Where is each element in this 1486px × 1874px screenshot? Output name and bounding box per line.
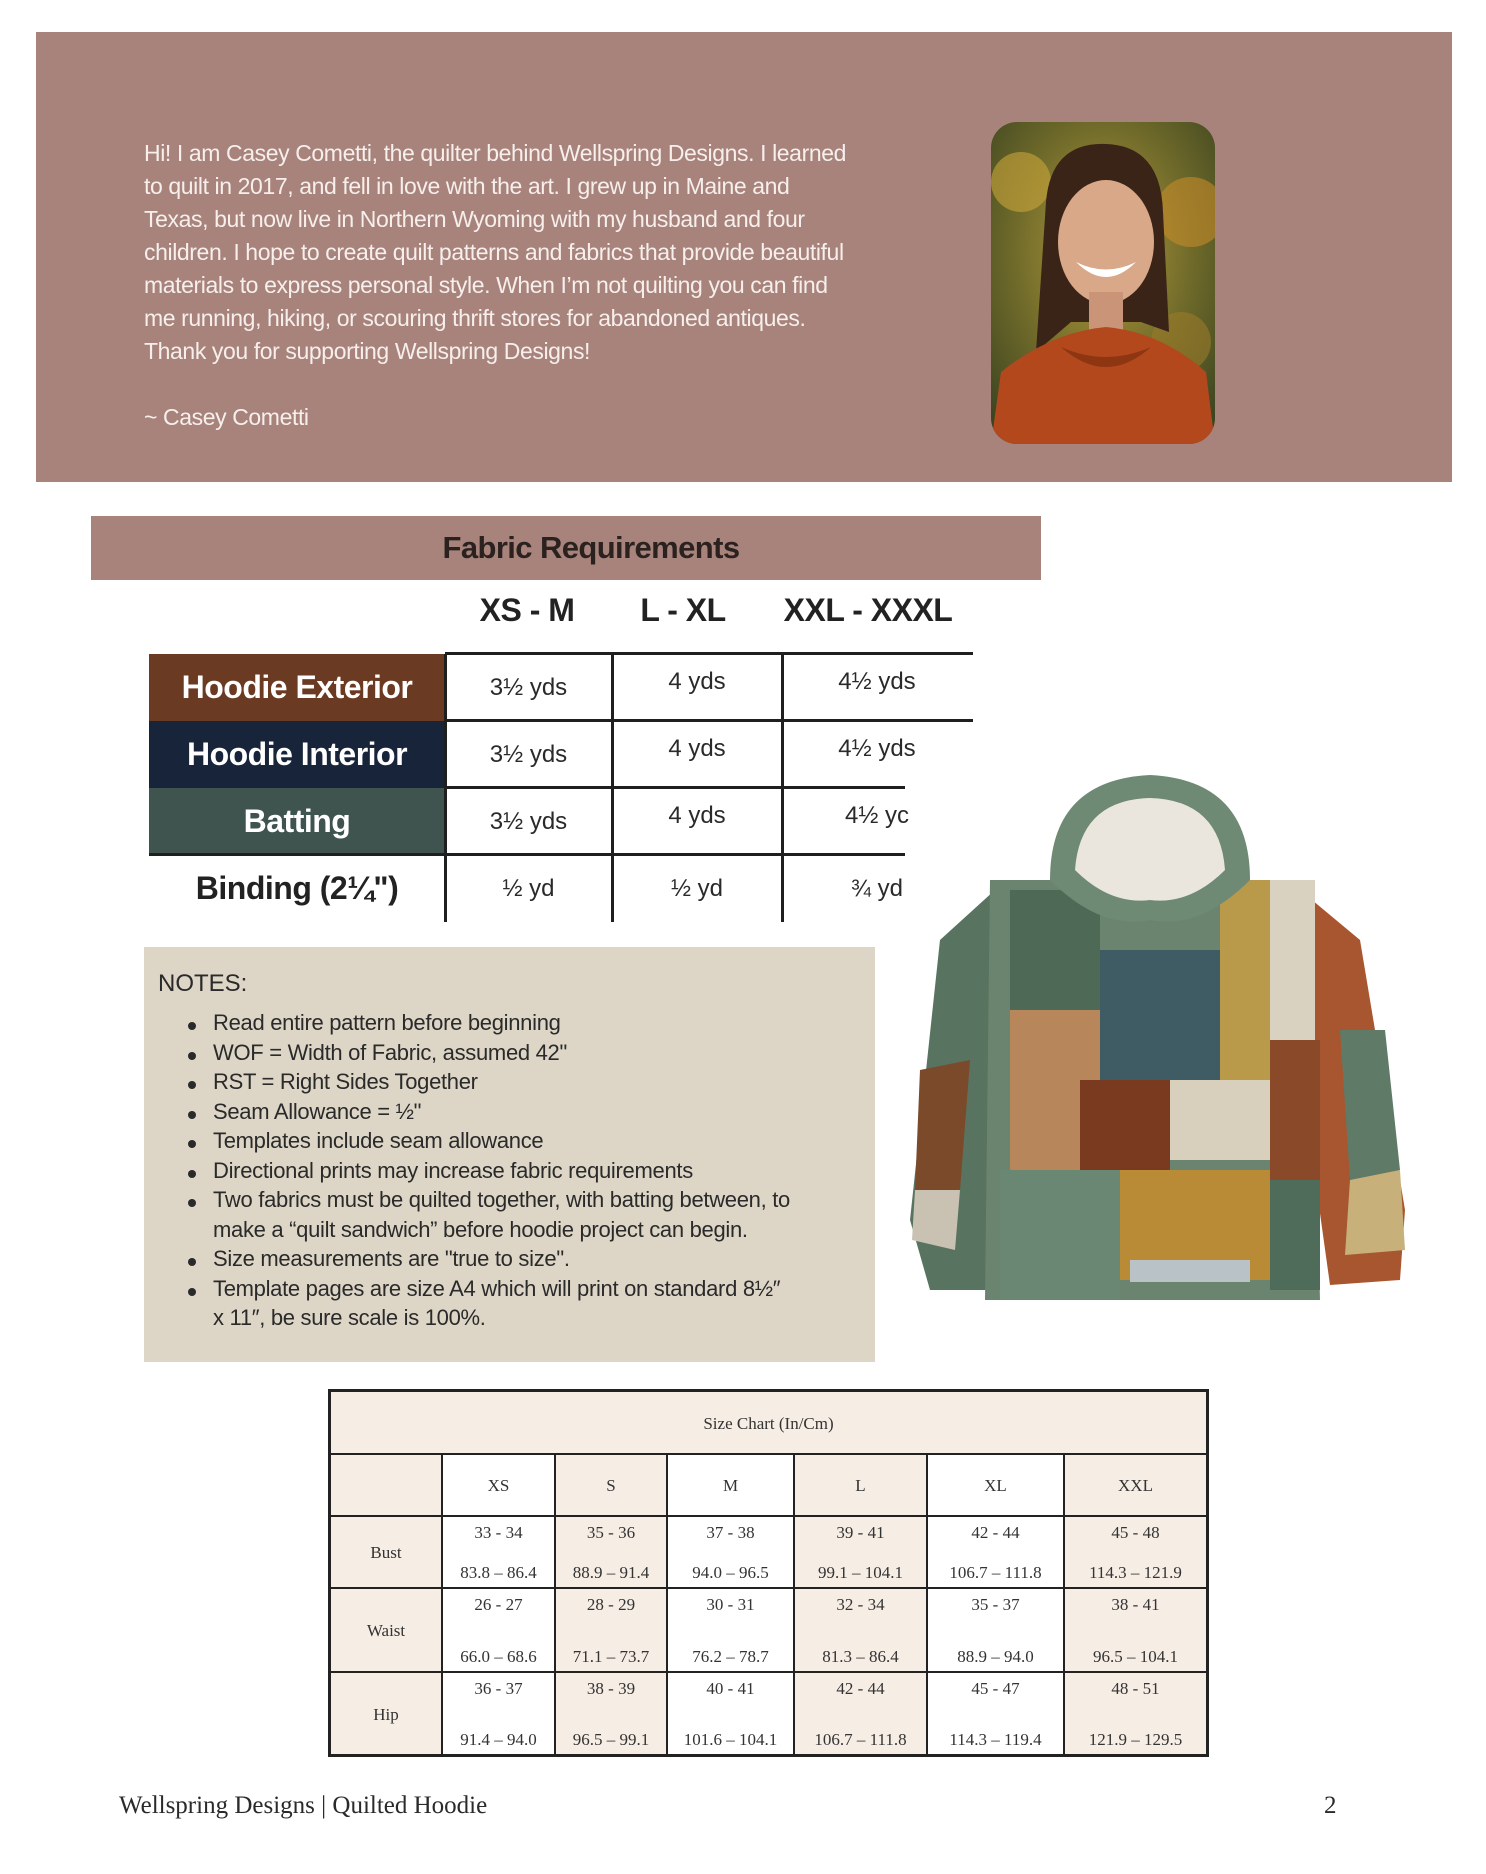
size-cell: [794, 1516, 927, 1588]
size-cell: [667, 1588, 794, 1672]
size-chart-title: Size Chart (In/Cm): [330, 1391, 1207, 1454]
bullet-icon: [188, 1022, 196, 1030]
inches-value: 45 - 48: [1111, 1523, 1160, 1542]
cm-value: 88.9 – 91.4: [572, 1563, 650, 1582]
row-label: Batting: [149, 788, 445, 855]
inches-value: 42 - 44: [971, 1523, 1020, 1542]
size-cell: [1064, 1588, 1207, 1672]
bullet-icon: [188, 1170, 196, 1178]
fabric-cell: 4½ yc: [844, 802, 910, 829]
size-cell: [794, 1672, 927, 1755]
cm-value: 114.3 – 121.9: [1089, 1563, 1182, 1582]
bio-line: Texas, but now live in Northern Wyoming with my husband and four: [144, 206, 805, 232]
size-cell: [667, 1516, 794, 1588]
fabric-cell: 4½ yds: [838, 668, 916, 695]
inches-value: 48 - 51: [1111, 1679, 1160, 1698]
fabric-cell: ½ yd: [502, 875, 555, 902]
cm-value: 99.1 – 104.1: [818, 1563, 903, 1582]
size-cell: [442, 1516, 555, 1588]
row-divider: [445, 652, 973, 655]
footer-title: Wellspring Designs | Quilted Hoodie: [119, 1792, 488, 1819]
author-photo: [991, 122, 1215, 444]
size-cell: [794, 1588, 927, 1672]
inches-value: 38 - 41: [1111, 1595, 1160, 1614]
row-divider: [149, 853, 905, 856]
cm-value: 83.8 – 86.4: [460, 1563, 537, 1582]
note-item: Two fabrics must be quilted together, with batting between, to: [213, 1187, 790, 1212]
inches-value: 39 - 41: [836, 1523, 885, 1542]
inches-value: 37 - 38: [706, 1523, 755, 1542]
note-item: Directional prints may increase fabric requirements: [213, 1157, 693, 1183]
inches-value: 26 - 27: [474, 1595, 523, 1614]
note-item: x 11″, be sure scale is 100%.: [213, 1305, 486, 1330]
column-header: XS - M: [479, 592, 575, 628]
inches-value: 35 - 37: [971, 1595, 1020, 1614]
notes-title: NOTES:: [158, 970, 248, 997]
cm-value: 71.1 – 73.7: [572, 1647, 650, 1666]
size-cell: [555, 1672, 667, 1755]
fabric-cell: ½ yd: [670, 875, 724, 902]
bio-line: Thank you for supporting Wellspring Designs!: [144, 338, 591, 364]
size-header: XXL: [1064, 1454, 1207, 1516]
size-header-blank: [330, 1454, 442, 1516]
size-cell: [555, 1516, 667, 1588]
note-item: Size measurements are "true to size".: [213, 1246, 570, 1271]
bullet-icon: [188, 1140, 196, 1148]
inches-value: 33 - 34: [474, 1523, 523, 1542]
fabric-cell: 4 yds: [668, 802, 726, 829]
row-divider: [445, 719, 973, 722]
row-label: Hoodie Interior: [149, 721, 445, 788]
column-header: XXL - XXXL: [783, 592, 953, 628]
size-cell: [442, 1672, 555, 1755]
inches-value: 42 - 44: [836, 1679, 885, 1698]
fabric-cell: 4½ yds: [838, 735, 916, 762]
bio-line: me running, hiking, or scouring thrift stores for abandoned antiques.: [144, 305, 806, 331]
size-header: S: [555, 1454, 667, 1516]
quilted-hoodie-image: [900, 770, 1420, 1315]
measurement-label: Bust: [330, 1516, 442, 1588]
cm-value: 81.3 – 86.4: [822, 1647, 899, 1666]
inches-value: 28 - 29: [586, 1595, 636, 1614]
cm-value: 101.6 – 104.1: [683, 1730, 778, 1749]
bullet-icon: [188, 1052, 196, 1060]
measurement-label: Hip: [330, 1672, 442, 1755]
fabric-cell: 3½ yds: [489, 674, 568, 701]
cm-value: 96.5 – 104.1: [1093, 1647, 1178, 1666]
row-label: Hoodie Exterior: [149, 654, 445, 721]
bio-line: to quilt in 2017, and fell in love with the art. I grew up in Maine and: [144, 173, 790, 199]
bullet-icon: [188, 1258, 196, 1266]
fabric-cell: 4 yds: [668, 668, 726, 695]
column-header: L - XL: [640, 592, 726, 628]
size-cell: [442, 1588, 555, 1672]
cm-value: 91.4 – 94.0: [460, 1730, 537, 1749]
note-item: WOF = Width of Fabric, assumed 42": [213, 1039, 568, 1065]
row-divider: [445, 786, 905, 789]
cm-value: 76.2 – 78.7: [692, 1647, 769, 1666]
note-item: make a “quilt sandwich” before hoodie project can begin.: [213, 1216, 748, 1242]
size-cell: [927, 1516, 1064, 1588]
inches-value: 38 - 39: [586, 1679, 636, 1698]
size-header: L: [794, 1454, 927, 1516]
fabric-cell: 3½ yds: [489, 808, 568, 835]
cm-value: 121.9 – 129.5: [1088, 1730, 1183, 1749]
page-number: 2: [1324, 1792, 1337, 1819]
size-cell: [667, 1672, 794, 1755]
cm-value: 106.7 – 111.8: [949, 1563, 1042, 1582]
fabric-cell: 3½ yds: [489, 741, 568, 768]
cm-value: 96.5 – 99.1: [572, 1730, 650, 1749]
bio-line: children. I hope to create quilt patterns and fabrics that provide beautiful: [144, 239, 844, 265]
bio-signature: ~ Casey Cometti: [144, 404, 309, 430]
size-header: XS: [442, 1454, 555, 1516]
note-item: Template pages are size A4 which will print on standard 8½″: [213, 1275, 781, 1301]
inches-value: 35 - 36: [586, 1523, 636, 1542]
row-label: Binding (2¼"): [195, 870, 399, 906]
note-item: Seam Allowance = ½": [213, 1098, 422, 1124]
bullet-icon: [188, 1111, 196, 1119]
inches-value: 30 - 31: [706, 1595, 755, 1614]
size-cell: [555, 1588, 667, 1672]
cm-value: 106.7 – 111.8: [814, 1730, 907, 1749]
inches-value: 36 - 37: [474, 1679, 523, 1698]
fabric-requirements-title: Fabric Requirements: [442, 530, 740, 565]
size-cell: [927, 1672, 1064, 1755]
size-chart-table: [330, 1391, 1207, 1755]
note-item: Templates include seam allowance: [213, 1128, 544, 1153]
fabric-cell: 4 yds: [668, 735, 726, 762]
size-cell: [1064, 1672, 1207, 1755]
cm-value: 66.0 – 68.6: [460, 1647, 537, 1666]
inches-value: 45 - 47: [971, 1679, 1020, 1698]
bio-line: Hi! I am Casey Cometti, the quilter behind Wellspring Designs. I learned: [144, 140, 847, 166]
note-item: Read entire pattern before beginning: [213, 1010, 561, 1035]
size-header: M: [667, 1454, 794, 1516]
size-header: XL: [927, 1454, 1064, 1516]
cm-value: 114.3 – 119.4: [949, 1730, 1042, 1749]
note-item: RST = Right Sides Together: [213, 1069, 478, 1094]
size-cell: [927, 1588, 1064, 1672]
cm-value: 94.0 – 96.5: [692, 1563, 769, 1582]
size-cell: [1064, 1516, 1207, 1588]
bio-line: materials to express personal style. When I’m not quilting you can find: [144, 272, 828, 298]
inches-value: 40 - 41: [706, 1679, 755, 1698]
bullet-icon: [188, 1081, 196, 1089]
measurement-label: Waist: [330, 1588, 442, 1672]
bullet-icon: [188, 1288, 196, 1296]
fabric-cell: ¾ yd: [850, 875, 904, 902]
cm-value: 88.9 – 94.0: [957, 1647, 1034, 1666]
bullet-icon: [188, 1199, 196, 1207]
inches-value: 32 - 34: [836, 1595, 885, 1614]
